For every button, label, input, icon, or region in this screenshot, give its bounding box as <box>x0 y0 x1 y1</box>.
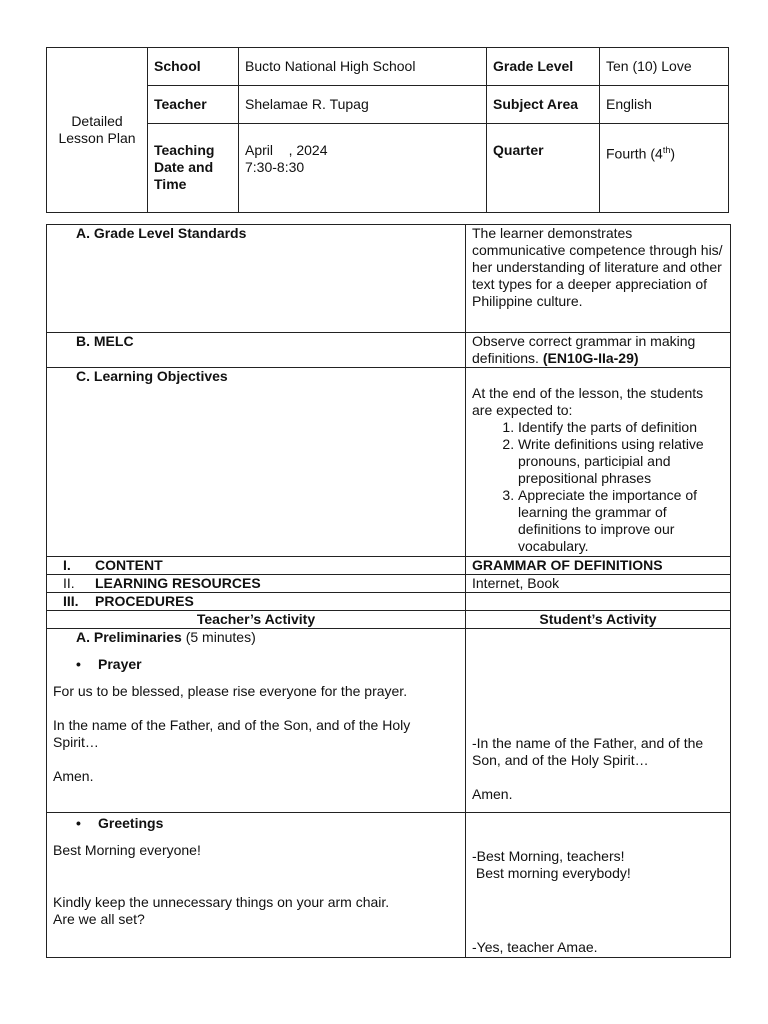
header-table <box>46 47 729 213</box>
bullet-icon: • <box>76 815 81 831</box>
teaching-date-value <box>239 124 487 213</box>
prayer-title: Prayer <box>98 656 142 672</box>
subject-area-label: Subject Area <box>487 86 600 124</box>
prayer-heading <box>53 656 459 673</box>
procedures-label-text: PROCEDURES <box>95 593 194 609</box>
objectives-list <box>472 419 724 556</box>
quarter-value <box>600 124 729 213</box>
learning-objectives-label: C. Learning Objectives <box>47 368 466 557</box>
content-value: GRAMMAR OF DEFINITIONS <box>466 557 731 575</box>
greetings-teacher-line: Best Morning everyone! <box>53 842 201 858</box>
learning-objectives-cell <box>466 368 731 557</box>
preliminaries-label: A. Preliminaries <box>76 629 182 645</box>
greetings-student-line: Best morning everybody! <box>472 865 631 881</box>
content-label-text: CONTENT <box>95 557 163 573</box>
greetings-heading <box>53 815 459 832</box>
greetings-student-line: -Best Morning, teachers! <box>472 848 625 864</box>
student-activity-header: Student’s Activity <box>466 611 731 629</box>
preliminaries-student-cell <box>466 629 731 813</box>
objectives-intro: At the end of the lesson, the students are expected to: <box>472 385 704 418</box>
greetings-teacher-cell <box>47 813 466 958</box>
quarter-label: Quarter <box>487 124 600 213</box>
quarter-close: ) <box>670 145 675 162</box>
prayer-teacher-line: Amen. <box>53 768 94 784</box>
teacher-value: Shelamae R. Tupag <box>239 86 487 124</box>
prayer-student-line: -In the name of the Father, and of the Son, and of the Holy Spirit… <box>472 735 704 768</box>
learning-resources-label <box>47 575 466 593</box>
time-text: 7:30-8:30 <box>245 159 305 175</box>
teacher-activity-header: Teacher’s Activity <box>47 611 466 629</box>
teaching-date-label: Teaching Date and Time <box>148 124 239 213</box>
date-text: April , 2024 <box>245 142 328 158</box>
greetings-student-cell <box>466 813 731 958</box>
school-value: Bucto National High School <box>239 48 487 86</box>
roman-numeral: I. <box>63 557 71 573</box>
bullet-icon: • <box>76 656 81 672</box>
doc-label-text: Detailed Lesson Plan <box>58 113 136 146</box>
prayer-student-line: Amen. <box>472 786 513 802</box>
quarter-text: Fourth (4 <box>606 145 663 162</box>
grade-level-label: Grade Level <box>487 48 600 86</box>
greetings-teacher-line: Are we all set? <box>53 911 145 927</box>
preliminaries-time: (5 minutes) <box>181 629 256 645</box>
greetings-title: Greetings <box>98 815 164 831</box>
greetings-teacher-line: Kindly keep the unnecessary things on your arm chair. <box>53 894 390 910</box>
subject-area-value: English <box>600 86 729 124</box>
lesson-plan-table <box>46 224 731 958</box>
grade-level-standards-label: A. Grade Level Standards <box>47 225 466 333</box>
greetings-student-line: -Yes, teacher Amae. <box>472 939 598 955</box>
preliminaries-teacher-cell <box>47 629 466 813</box>
preliminaries-heading <box>53 629 459 646</box>
objective-item: 1. Identify the parts of definition <box>518 419 724 436</box>
melc-text <box>466 333 731 368</box>
procedures-label <box>47 593 466 611</box>
objective-item: 3. Appreciate the importance of learning the grammar of definitions to improve our vocabulary. <box>518 487 724 555</box>
resources-label-text: LEARNING RESOURCES <box>95 575 261 591</box>
prayer-teacher-line: For us to be blessed, please rise everyone for the prayer. <box>53 683 408 699</box>
procedures-empty <box>466 593 731 611</box>
roman-numeral: II. <box>63 575 75 591</box>
grade-level-value: Ten (10) Love <box>600 48 729 86</box>
teacher-label: Teacher <box>148 86 239 124</box>
learning-resources-value: Internet, Book <box>466 575 731 593</box>
document-type-label <box>47 48 148 213</box>
melc-desc: Observe correct grammar in making definitions. <box>472 333 696 366</box>
roman-numeral: III. <box>63 593 79 609</box>
quarter-superscript: th <box>662 145 671 155</box>
melc-code: (EN10G-IIa-29) <box>542 350 639 366</box>
grade-level-standards-text: The learner demonstrates communicative competence through his/ her understanding of literature and other text types for a deeper appreciation of Philippine culture. <box>466 225 731 333</box>
objective-item: 2. Write definitions using relative pronouns, participial and prepositional phrases <box>518 436 724 487</box>
school-label: School <box>148 48 239 86</box>
content-label <box>47 557 466 575</box>
prayer-teacher-line: In the name of the Father, and of the Son, and of the Holy Spirit… <box>53 717 411 750</box>
melc-label: B. MELC <box>47 333 466 368</box>
